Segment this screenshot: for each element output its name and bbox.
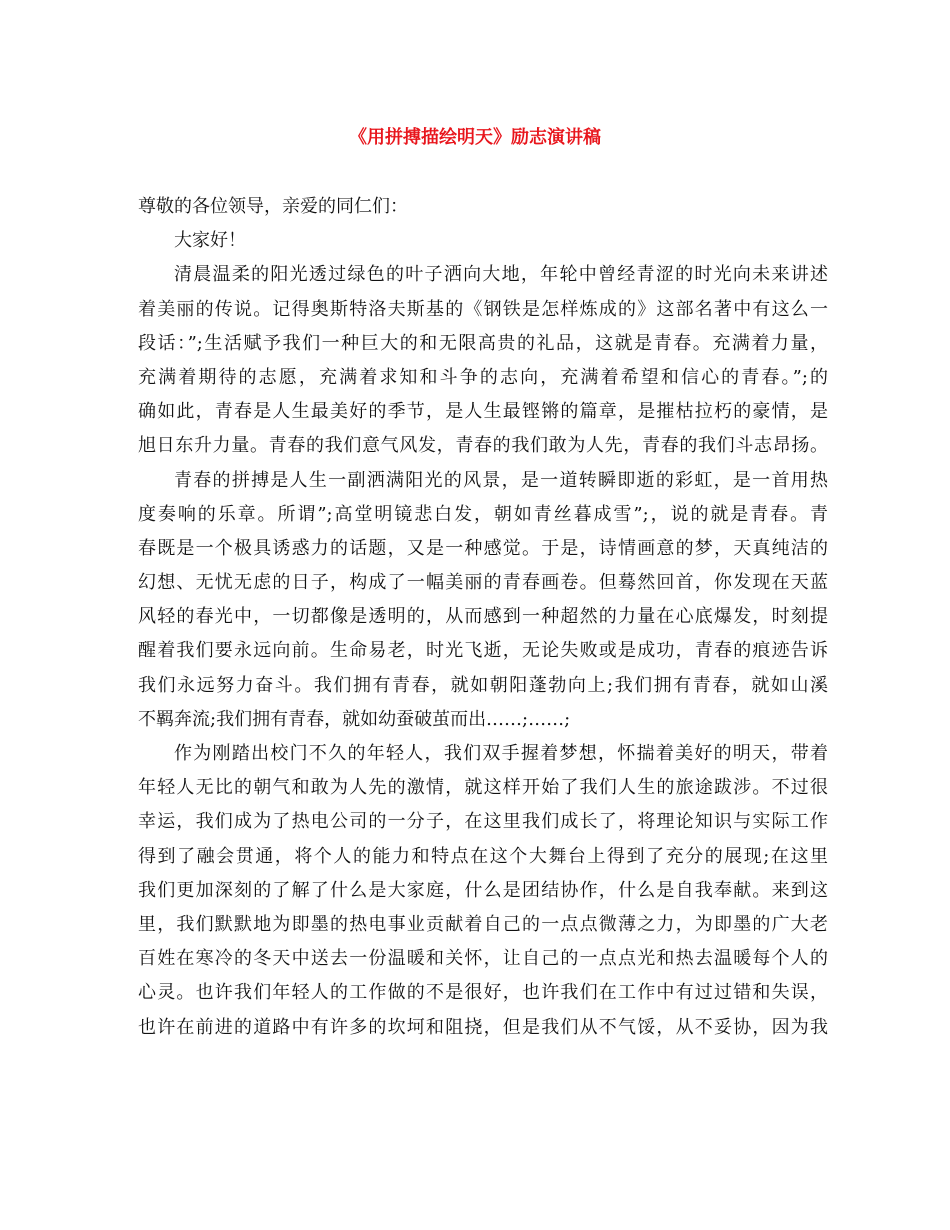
text-line: 我们永远努力奋斗。我们拥有青春，就如朝阳蓬勃向上;我们拥有青春，就如山溪: [138, 674, 828, 696]
text-line: 段话：”;生活赋予我们一种巨大的和无限高贵的礼品，这就是青春。充满着力量，: [138, 332, 828, 354]
text-line: 大家好！: [174, 230, 246, 252]
text-line: 幸运，我们成为了热电公司的一分子，在这里我们成长了，将理论知识与实际工作: [138, 811, 828, 833]
document-title: 《用拼搏描绘明天》励志演讲稿: [349, 127, 601, 148]
text-line: 醒着我们要永远向前。生命易老，时光飞逝，无论失败或是成功，青春的痕迹告诉: [138, 640, 828, 662]
text-line: 心灵。也许我们年轻人的工作做的不是很好，也许我们在工作中有过过错和失误，: [138, 982, 828, 1004]
text-line: 春既是一个极具诱惑力的话题，又是一种感觉。于是，诗情画意的梦，天真纯洁的: [138, 537, 828, 559]
text-line: 也许在前进的道路中有许多的坎坷和阻挠，但是我们从不气馁，从不妥协，因为我: [138, 1016, 828, 1038]
text-line: 里，我们默默地为即墨的热电事业贡献着自己的一点点微薄之力，为即墨的广大老: [138, 913, 828, 935]
text-line: 尊敬的各位领导，亲爱的同仁们：: [138, 196, 408, 217]
text-line: 得到了融会贯通，将个人的能力和特点在这个大舞台上得到了充分的展现;在这里: [138, 845, 828, 867]
text-line: 作为刚踏出校门不久的年轻人，我们双手握着梦想，怀揣着美好的明天，带着: [174, 743, 828, 764]
text-line: 确如此，青春是人生最美好的季节，是人生最铿锵的篇章，是摧枯拉朽的豪情，是: [138, 401, 828, 423]
text-line: 年轻人无比的朝气和敢为人先的激情，就这样开始了我们人生的旅途跋涉。不过很: [138, 777, 828, 799]
text-line: 旭日东升力量。青春的我们意气风发，青春的我们敢为人先，青春的我们斗志昂扬。: [138, 435, 828, 457]
text-line: 不羁奔流;我们拥有青春，就如幼蚕破茧而出……;……;: [138, 708, 571, 730]
text-line: 充满着期待的志愿，充满着求知和斗争的志向，充满着希望和信心的青春。”;的: [138, 366, 828, 388]
text-line: 清晨温柔的阳光透过绿色的叶子洒向大地，年轮中曾经青涩的时光向未来讲述: [174, 264, 828, 286]
text-line: 着美丽的传说。记得奥斯特洛夫斯基的《钢铁是怎样炼成的》这部名著中有这么一: [138, 298, 828, 320]
document-body: [138, 190, 828, 1045]
text-line: 幻想、无忧无虑的日子，构成了一幅美丽的青春画卷。但蓦然回首，你发现在天蓝: [138, 572, 828, 594]
text-line: 度奏响的乐章。所谓”;高堂明镜悲白发，朝如青丝暮成雪”;，说的就是青春。青: [138, 503, 828, 525]
text-line: 风轻的春光中，一切都像是透明的，从而感到一种超然的力量在心底爆发，时刻提: [138, 606, 828, 628]
text-line: 青春的拼搏是人生一副洒满阳光的风景，是一道转瞬即逝的彩虹，是一首用热: [174, 469, 828, 491]
text-line: 百姓在寒冷的冬天中送去一份温暖和关怀，让自己的一点点光和热去温暖每个人的: [138, 948, 828, 970]
text-line: 我们更加深刻的了解了什么是大家庭，什么是团结协作，什么是自我奉献。来到这: [138, 879, 828, 901]
